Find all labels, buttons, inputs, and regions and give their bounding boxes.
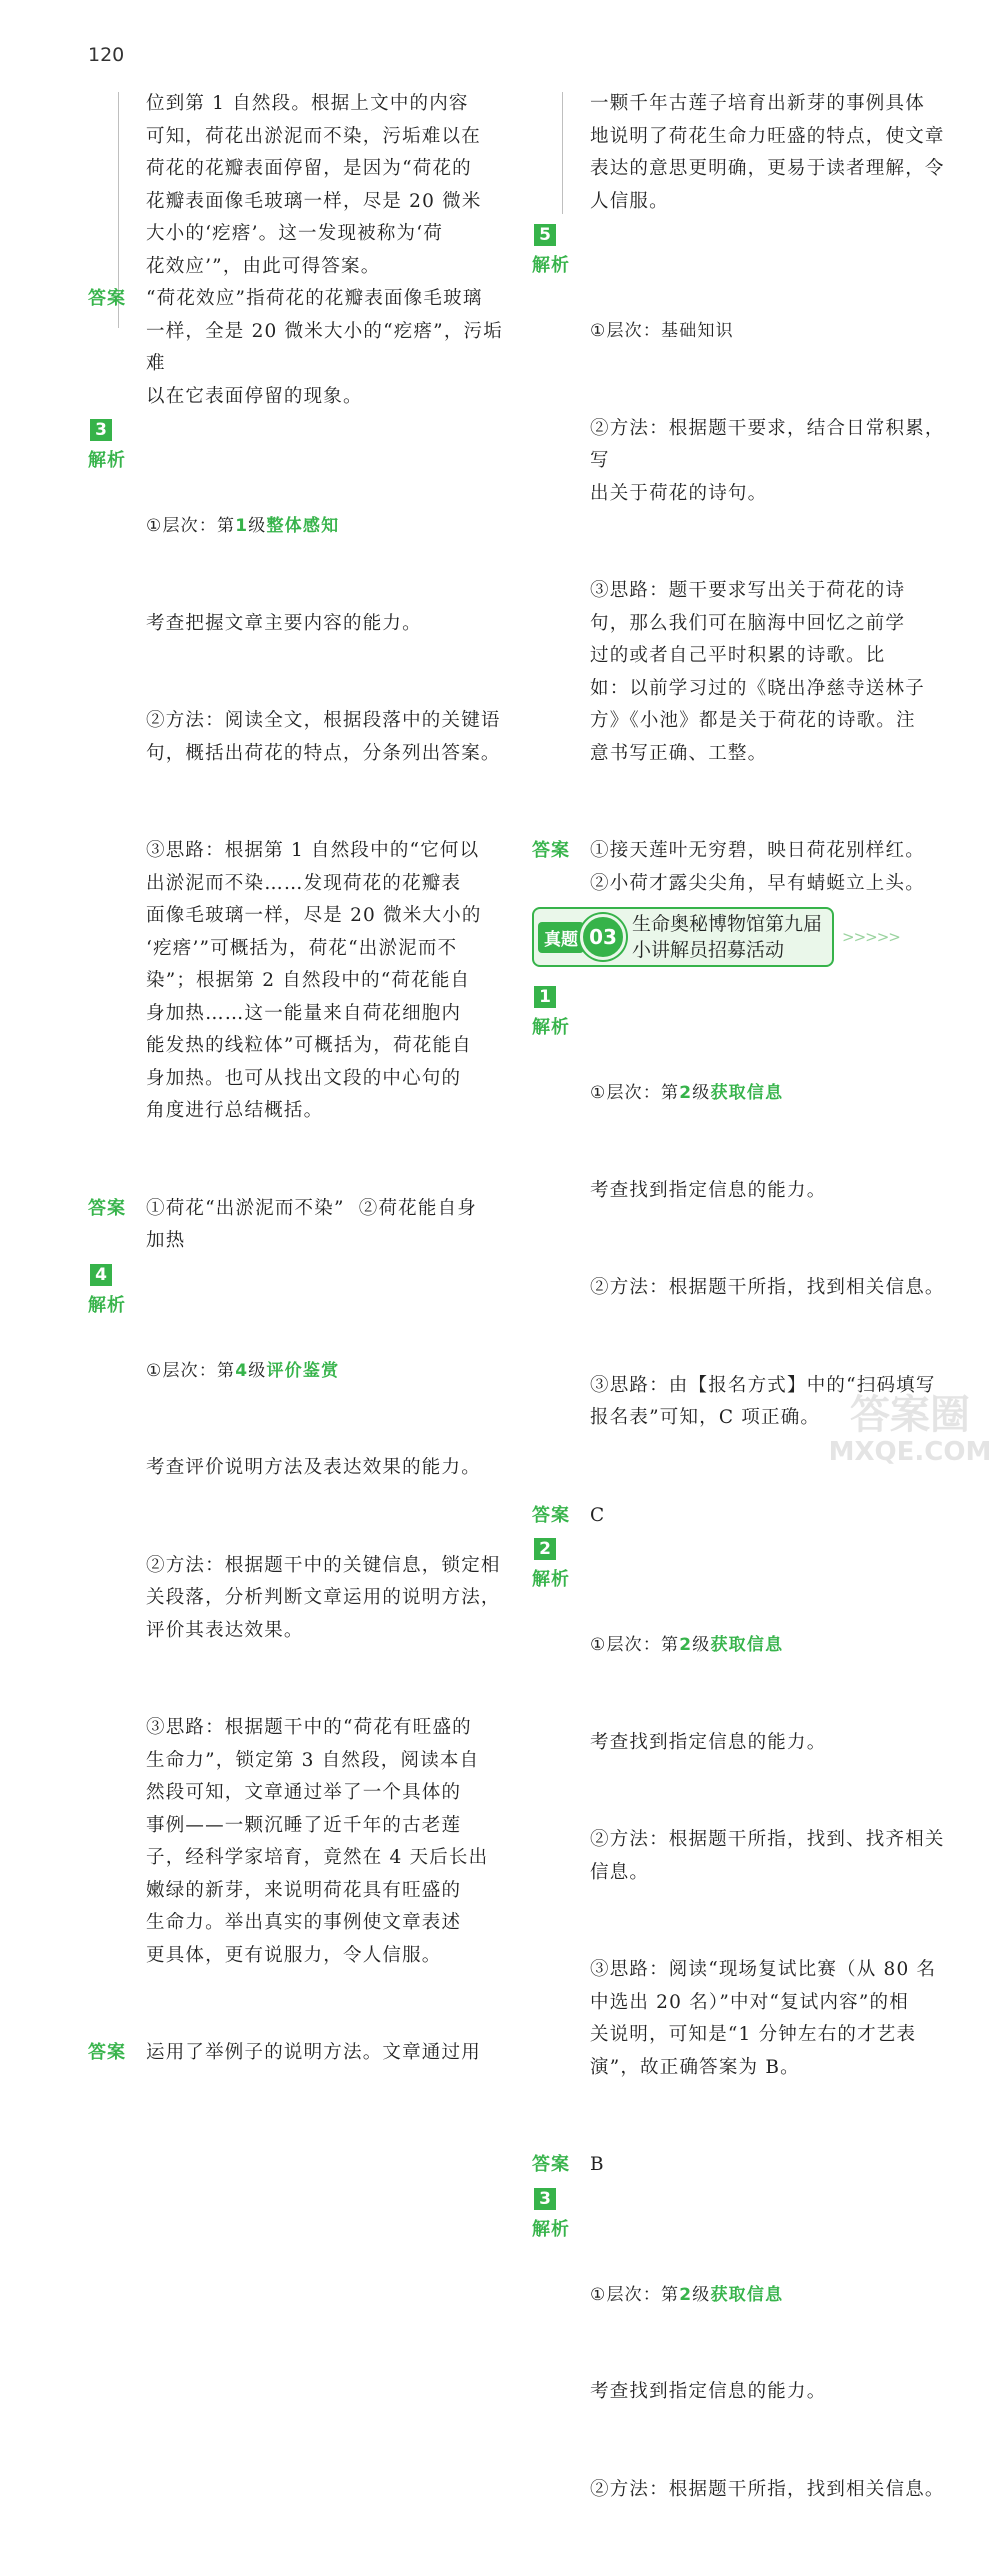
level-description: 考查找到指定信息的能力。	[590, 1175, 952, 1208]
watermark-top: 答案圈	[826, 1392, 994, 1438]
question-number-badge: 2	[534, 1538, 556, 1560]
method-text: ②方法：根据题干中的关键信息，锁定相 关段落，分析判断文章运用的说明方法， 评价其表达效果。	[146, 1550, 508, 1648]
level-line: ①层次：基础知识	[590, 315, 952, 348]
method-text: ②方法：根据题干所指，找到、找齐相关 信息。	[590, 1824, 952, 1889]
right-column	[532, 88, 952, 2571]
question-number-badge: 3	[534, 2188, 556, 2210]
banner-title: 生命奥秘博物馆第九届 小讲解员招募活动	[632, 911, 822, 963]
method-text: ②方法：根据题干要求，结合日常积累，写 出关于荷花的诗句。	[590, 413, 952, 511]
left-column	[88, 88, 508, 2070]
analysis-label: 解析	[88, 1290, 146, 1323]
analysis-block	[532, 2214, 952, 2571]
level-line: ①层次：第2级获取信息	[590, 2279, 952, 2312]
answer-label: 答案	[88, 283, 146, 316]
thinking-text: ③思路：由【报名方式】中的“扫码填写 报名表”可知，C 项正确。	[590, 1370, 952, 1435]
thinking-text: ③思路：题干要求写出关于荷花的诗 句，那么我们可在脑海中回忆之前学 过的或者自己平时积累的诗歌。比 如：以前学习过的《晓出净慈寺送林子 方》《小池》都是关于荷花的诗歌。注 意书写正确、工整。	[590, 575, 952, 770]
question-number-badge: 3	[90, 419, 112, 441]
method-text: ②方法：根据题干所指，找到相关信息。	[590, 2474, 952, 2507]
level-description: 考查找到指定信息的能力。	[590, 1727, 952, 1760]
analysis-label: 解析	[532, 250, 590, 283]
analysis-label: 解析	[532, 1012, 590, 1045]
answer-label: 答案	[532, 1500, 590, 1533]
continued-text: 一颗千年古莲子培育出新芽的事例具体 地说明了荷花生命力旺盛的特点，使文章 表达的意思更明确，更易于读者理解，令 人信服。	[590, 88, 952, 218]
answer-label: 答案	[88, 2037, 146, 2070]
answer-text: 运用了举例子的说明方法。文章通过用	[146, 2037, 508, 2070]
method-text: ②方法：根据题干所指，找到相关信息。	[590, 1272, 952, 1305]
watermark-bottom: MXQE.COM	[826, 1438, 994, 1466]
thinking-text: ③思路：阅读“现场复试比赛（从 80 名 中选出 20 名）”中对“复试内容”的相 关说明，可知是“1 分钟左右的才艺表 演”，故正确答案为 B。	[590, 1954, 952, 2084]
continued-text: 位到第 1 自然段。根据上文中的内容 可知，荷花出淤泥而不染，污垢难以在 荷花的花瓣表面停留，是因为“荷花的 花瓣表面像毛玻璃一样，尽是 20 微米 大小的‘疙瘩’。这一发现被称为‘荷 花效应’”，由此可得答案。	[146, 88, 508, 283]
answer-text: ①荷花“出淤泥而不染” ②荷花能自身 加热	[146, 1193, 508, 1258]
thinking-text: ③思路：根据题干中的“荷花有旺盛的 生命力”，锁定第 3 自然段，阅读本自 然段可知，文章通过举了一个具体的 事例——一颗沉睡了近千年的古老莲 子，经科学家培育，竟然在 4 天后长出 嫩绿的新芽，来说明荷花具有旺盛的 生命力。举出真实的事例使文章表述 更具体，更有说服力，令人信服。	[146, 1712, 508, 1972]
analysis-label: 解析	[88, 445, 146, 478]
answer-text: ①接天莲叶无穷碧，映日荷花别样红。 ②小荷才露尖尖角，早有蜻蜓立上头。	[590, 835, 952, 900]
level-line: ①层次：第4级评价鉴赏	[146, 1355, 508, 1388]
page-number: 120	[88, 44, 124, 66]
answer-text: C	[590, 1500, 952, 1533]
analysis-block	[532, 250, 952, 835]
level-description: 考查评价说明方法及表达效果的能力。	[146, 1452, 508, 1485]
answer-label: 答案	[88, 1193, 146, 1226]
banner-number: 03	[580, 914, 626, 960]
question-number-badge: 1	[534, 986, 556, 1008]
answer-text: “荷花效应”指荷花的花瓣表面像毛玻璃 一样，全是 20 微米大小的“疙瘩”，污垢难 以在它表面停留的现象。	[146, 283, 508, 413]
level-line: ①层次：第2级获取信息	[590, 1077, 952, 1110]
section-banner	[532, 906, 952, 968]
answer-label: 答案	[532, 835, 590, 868]
watermark-logo	[826, 1392, 994, 1472]
level-description: 考查把握文章主要内容的能力。	[146, 608, 508, 641]
analysis-label: 解析	[532, 2214, 590, 2247]
analysis-block	[88, 445, 508, 1193]
analysis-block	[88, 1290, 508, 2038]
answer-label: 答案	[532, 2149, 590, 2182]
question-number-badge: 5	[534, 224, 556, 246]
analysis-block	[532, 1564, 952, 2149]
level-description: 考查找到指定信息的能力。	[590, 2376, 952, 2409]
banner-tag: 真题	[538, 922, 584, 953]
analysis-label: 解析	[532, 1564, 590, 1597]
method-text: ②方法：阅读全文，根据段落中的关键语 句，概括出荷花的特点，分条列出答案。	[146, 705, 508, 770]
level-line: ①层次：第1级整体感知	[146, 510, 508, 543]
chevron-arrows-icon: >>>>>	[842, 928, 900, 946]
question-number-badge: 4	[90, 1264, 112, 1286]
answer-text: B	[590, 2149, 952, 2182]
level-line: ①层次：第2级获取信息	[590, 1629, 952, 1662]
thinking-text: ③思路：根据第 1 自然段中的“它何以 出淤泥而不染……发现荷花的花瓣表 面像毛玻璃一样，尽是 20 微米大小的 ‘疙瘩’”可概括为，荷花“出淤泥而不 染”；根据第 2 自然段中的“荷花能自 身加热……这一能量来自荷花细胞内 能发热的线粒体”可概括为，荷花能自 身加热。也可从找出文段的中心句的 角度进行总结概括。	[146, 835, 508, 1128]
